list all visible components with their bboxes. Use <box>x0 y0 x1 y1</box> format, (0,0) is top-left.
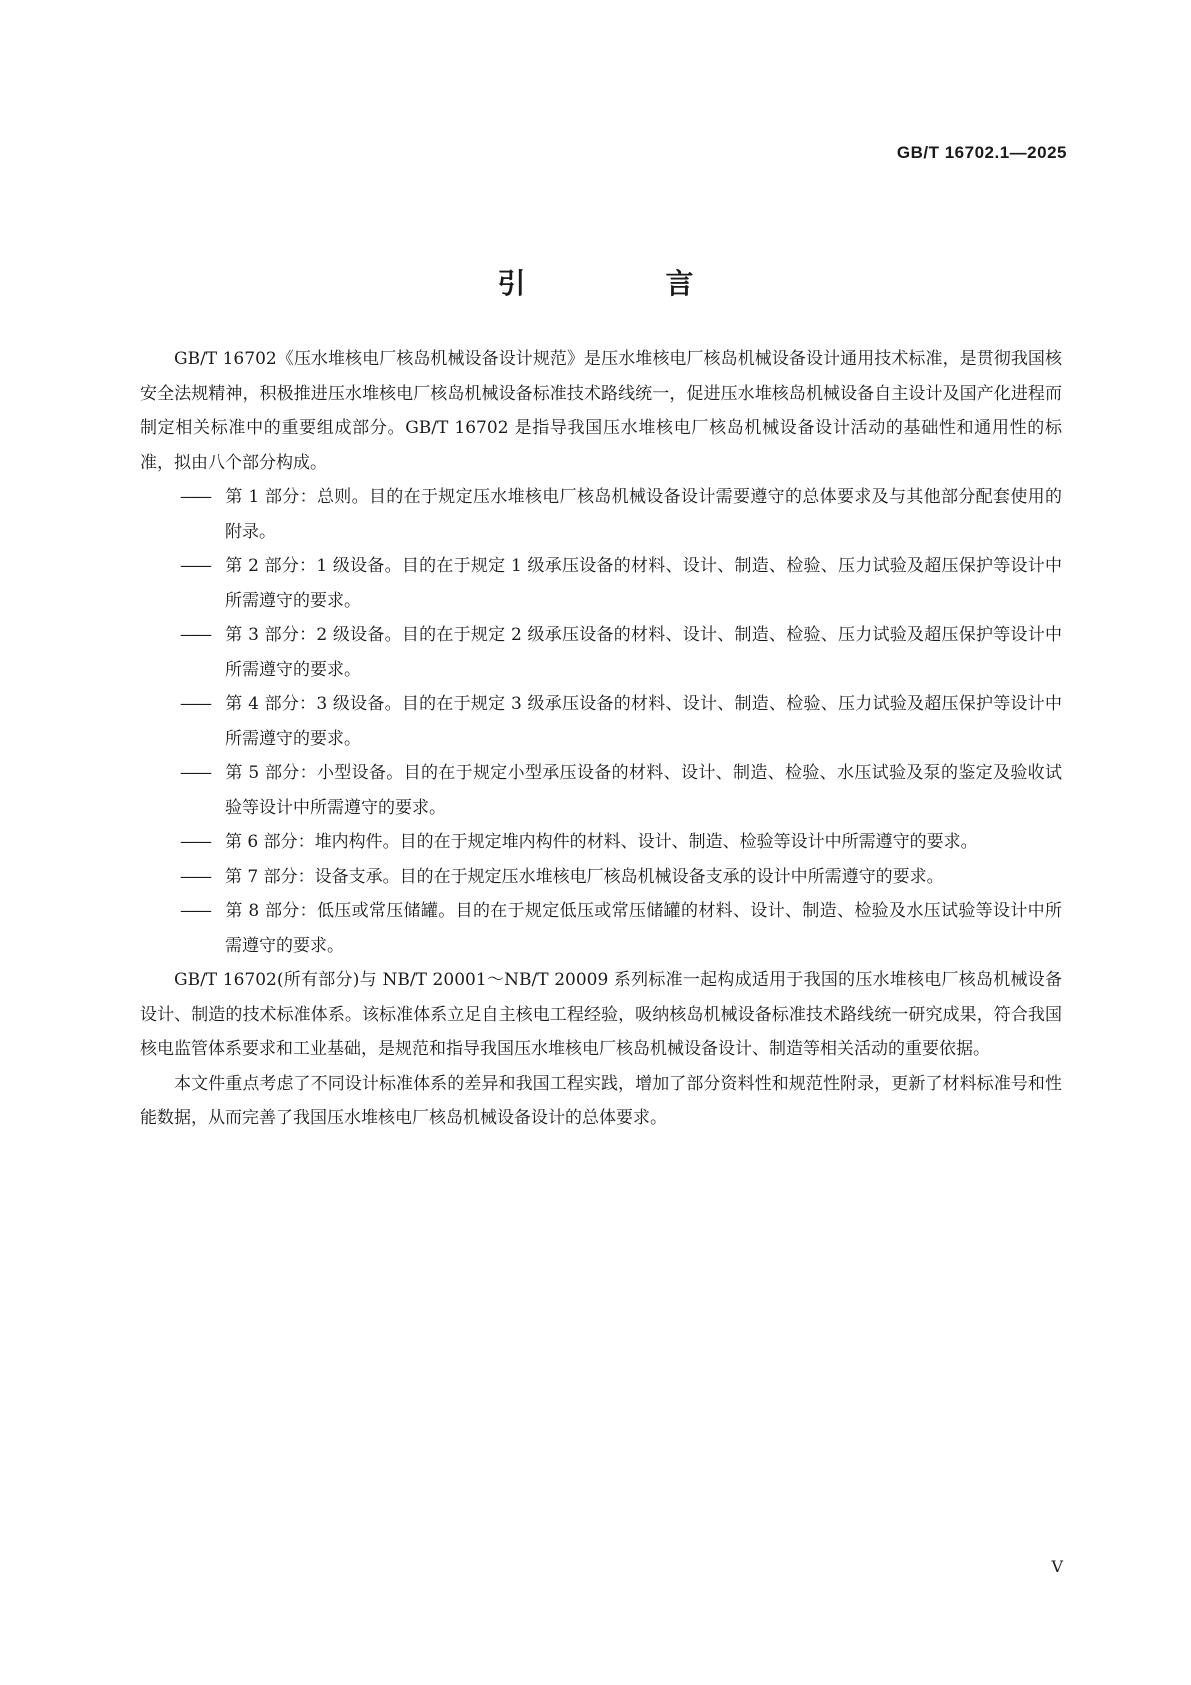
introduction-body <box>140 342 1062 1136</box>
intro-paragraph-3: 本文件重点考虑了不同设计标准体系的差异和我国工程实践，增加了部分资料性和规范性附录，更新了材料标准号和性能数据，从而完善了我国压水堆核电厂核岛机械设备设计的总体要求。 <box>140 1073 1062 1128</box>
list-item-text: 第 6 部分：堆内构件。目的在于规定堆内构件的材料、设计、制造、检验等设计中所需遵守的要求。 <box>225 832 978 852</box>
page-number: V <box>1051 1557 1063 1576</box>
list-item <box>140 860 1062 895</box>
dash-marker: —— <box>180 556 210 576</box>
list-item-text: 第 1 部分：总则。目的在于规定压水堆核电厂核岛机械设备设计需要遵守的总体要求及与其他部分配套使用的附录。 <box>225 487 1062 542</box>
list-item-text: 第 5 部分：小型设备。目的在于规定小型承压设备的材料、设计、制造、检验、水压试验及泵的鉴定及验收试验等设计中所需遵守的要求。 <box>225 763 1062 818</box>
dash-marker: —— <box>180 487 210 507</box>
dash-marker: —— <box>180 763 210 783</box>
list-item-text: 第 3 部分：2 级设备。目的在于规定 2 级承压设备的材料、设计、制造、检验、压力试验及超压保护等设计中所需遵守的要求。 <box>225 625 1062 680</box>
list-item-text: 第 7 部分：设备支承。目的在于规定压水堆核电厂核岛机械设备支承的设计中所需遵守的要求。 <box>225 866 944 887</box>
list-item <box>140 756 1062 825</box>
list-item-text: 第 4 部分：3 级设备。目的在于规定 3 级承压设备的材料、设计、制造、检验、压力试验及超压保护等设计中所需遵守的要求。 <box>225 694 1062 749</box>
dash-marker: —— <box>180 625 210 645</box>
dash-marker: —— <box>180 901 210 921</box>
standard-code: GB/T 16702.1—2025 <box>896 143 1067 162</box>
list-item-text: 第 8 部分：低压或常压储罐。目的在于规定低压或常压储罐的材料、设计、制造、检验及水压试验等设计中所需遵守的要求。 <box>225 901 1062 956</box>
dash-marker: —— <box>180 866 210 887</box>
page-title: 引 言 <box>497 266 750 300</box>
parts-list <box>140 480 1062 963</box>
list-item <box>140 825 1062 860</box>
list-item <box>140 549 1062 618</box>
intro-paragraph-1: GB/T 16702《压水堆核电厂核岛机械设备设计规范》是压水堆核电厂核岛机械设备设计通用技术标准，是贯彻我国核安全法规精神，积极推进压水堆核电厂核岛机械设备标准技术路线统一，促进压水堆核岛机械设备自主设计及国产化进程而制定相关标准中的重要组成部分。GB/T 16702 是指导我国压水堆核电厂核岛机械设备设计活动的基础性和通用性的标准，拟由八个部分构成。 <box>140 349 1062 473</box>
list-item <box>140 618 1062 687</box>
intro-paragraph-2: GB/T 16702(所有部分)与 NB/T 20001～NB/T 20009 系列标准一起构成适用于我国的压水堆核电厂核岛机械设备设计、制造的技术标准体系。该标准体系立足自主核电工程经验，吸纳核岛机械设备标准技术路线统一研究成果，符合我国核电监管体系要求和工业基础，是规范和指导我国压水堆核电厂核岛机械设备设计、制造等相关活动的重要依据。 <box>140 970 1062 1059</box>
list-item <box>140 480 1062 549</box>
dash-marker: —— <box>180 694 210 714</box>
list-item-text: 第 2 部分：1 级设备。目的在于规定 1 级承压设备的材料、设计、制造、检验、压力试验及超压保护等设计中所需遵守的要求。 <box>225 556 1062 611</box>
list-item <box>140 894 1062 963</box>
list-item <box>140 687 1062 756</box>
dash-marker: —— <box>180 832 210 852</box>
